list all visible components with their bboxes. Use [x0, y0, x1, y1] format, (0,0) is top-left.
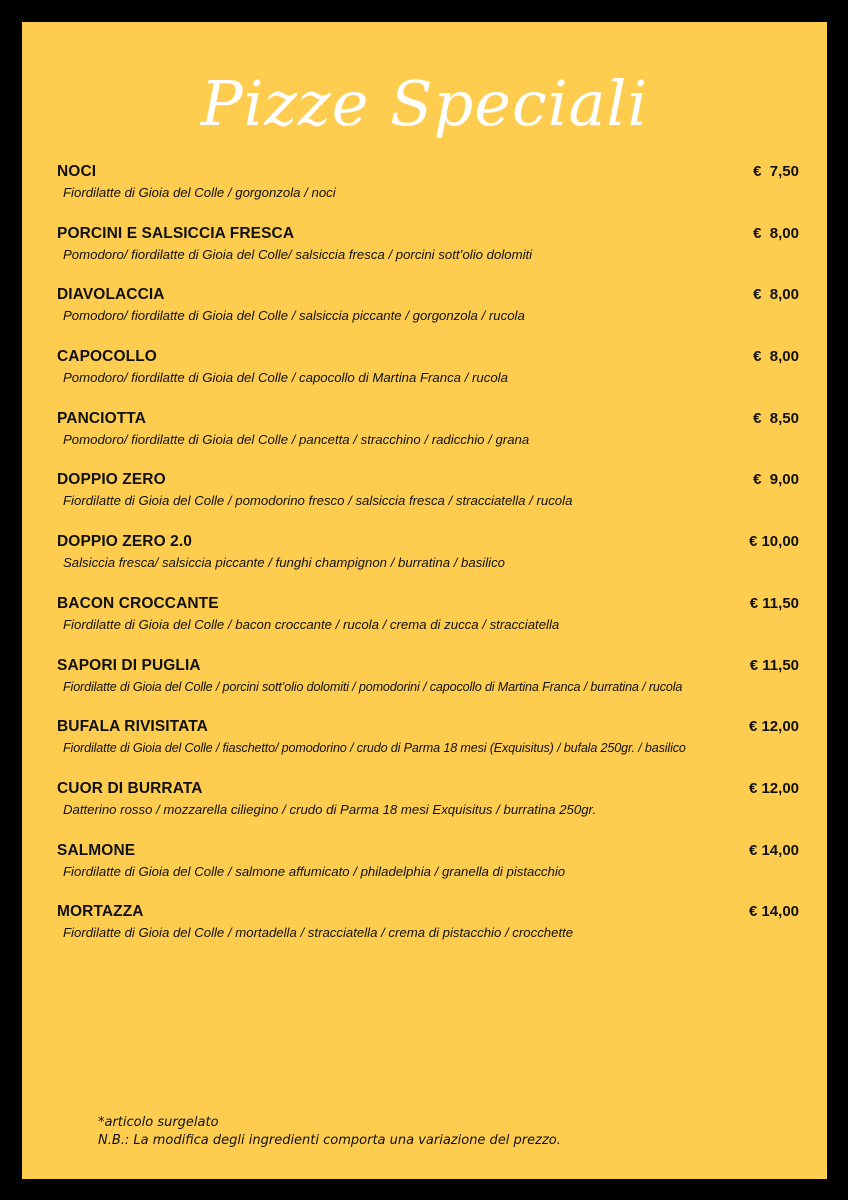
item-description: Salsiccia fresca/ salsiccia piccante / funghi champignon / burratina / basilico — [63, 555, 506, 571]
item-name: CAPOCOLLO — [57, 348, 157, 366]
item-price: € 11,50 — [749, 656, 799, 674]
item-name: PANCIOTTA — [57, 409, 147, 427]
item-name: BACON CROCCANTE — [57, 594, 219, 612]
item-name: PORCINI E SALSICCIA FRESCA — [57, 224, 295, 242]
item-price: € 14,00 — [748, 841, 799, 859]
item-description: Pomodoro/ fiordilatte di Gioia del Colle / pancetta / stracchino / radicchio / grana — [63, 431, 530, 447]
item-price: € 9,00 — [753, 471, 799, 489]
item-name: SALMONE — [57, 841, 136, 859]
menu-item — [57, 780, 797, 842]
item-name: BUFALA RIVISITATA — [57, 718, 208, 736]
item-price: € 8,00 — [753, 348, 799, 366]
frozen-note: *articolo surgelato — [98, 1115, 219, 1130]
item-name: CUOR DI BURRATA — [57, 779, 203, 797]
item-name: SAPORI DI PUGLIA — [57, 656, 201, 674]
item-price: € 12,00 — [748, 718, 799, 736]
item-price: € 7,50 — [753, 163, 799, 180]
item-description: Fiordilatte di Gioia del Colle / mortadella / stracciatella / crema di pistacchio / crocchette — [63, 925, 574, 941]
item-description: Fiordilatte di Gioia del Colle / gorgonzola / noci — [63, 185, 336, 200]
item-description: Fiordilatte di Gioia del Colle / porcini sott’olio dolomiti / pomodorini / capocollo di Martina Franca / burratina / rucola — [63, 679, 683, 694]
item-description: Pomodoro/ fiordilatte di Gioia del Colle / capocollo di Martina Franca / rucola — [63, 370, 508, 386]
item-name: DIAVOLACCIA — [57, 286, 165, 304]
footer-notes — [98, 1114, 561, 1150]
item-name: DOPPIO ZERO — [57, 471, 166, 489]
item-description: Fiordilatte di Gioia del Colle / bacon croccante / rucola / crema di zucca / stracciatella — [63, 616, 560, 632]
menu-item — [57, 718, 797, 780]
item-price: € 10,00 — [748, 533, 799, 551]
item-description: Fiordilatte di Gioia del Colle / pomodorino fresco / salsiccia fresca / stracciatella / rucola — [63, 493, 573, 509]
item-description: Fiordilatte di Gioia del Colle / salmone affumicato / philadelphia / granella di pistacchio — [63, 863, 566, 879]
menu-item — [57, 533, 797, 595]
menu-item — [57, 903, 797, 965]
menu-item — [57, 348, 797, 410]
item-name: DOPPIO ZERO 2.0 — [57, 533, 193, 551]
item-name: MORTAZZA — [57, 903, 144, 921]
menu-item — [57, 471, 797, 533]
item-description: Fiordilatte di Gioia del Colle / fiaschetto/ pomodorino / crudo di Parma 18 mesi (Exquisitus) / bufala 250gr. / basilico — [63, 741, 686, 756]
item-description: Pomodoro/ fiordilatte di Gioia del Colle/ salsiccia fresca / porcini sott’olio dolomiti — [63, 246, 533, 262]
item-price: € 11,50 — [749, 594, 799, 612]
menu-item — [57, 225, 797, 287]
page-title: Pizze Speciali — [200, 67, 649, 140]
item-price: € 8,00 — [753, 286, 799, 304]
menu-item — [57, 842, 797, 904]
item-price: € 8,50 — [753, 409, 799, 427]
menu-item — [57, 286, 797, 348]
menu-item — [57, 163, 797, 225]
nb-note: N.B.: La modifica degli ingredienti comporta una variazione del prezzo. — [98, 1133, 561, 1148]
menu-page — [22, 22, 827, 1179]
menu-item — [57, 657, 797, 719]
menu-item — [57, 595, 797, 657]
pizza-list — [57, 163, 797, 965]
menu-item — [57, 410, 797, 472]
item-price: € 8,00 — [753, 224, 799, 242]
item-price: € 14,00 — [748, 903, 799, 921]
item-description: Pomodoro/ fiordilatte di Gioia del Colle / salsiccia piccante / gorgonzola / rucola — [63, 308, 525, 324]
item-description: Datterino rosso / mozzarella ciliegino / crudo di Parma 18 mesi Exquisitus / burratina 250gr. — [63, 801, 597, 817]
item-price: € 12,00 — [748, 779, 799, 797]
item-name: NOCI — [57, 163, 97, 180]
